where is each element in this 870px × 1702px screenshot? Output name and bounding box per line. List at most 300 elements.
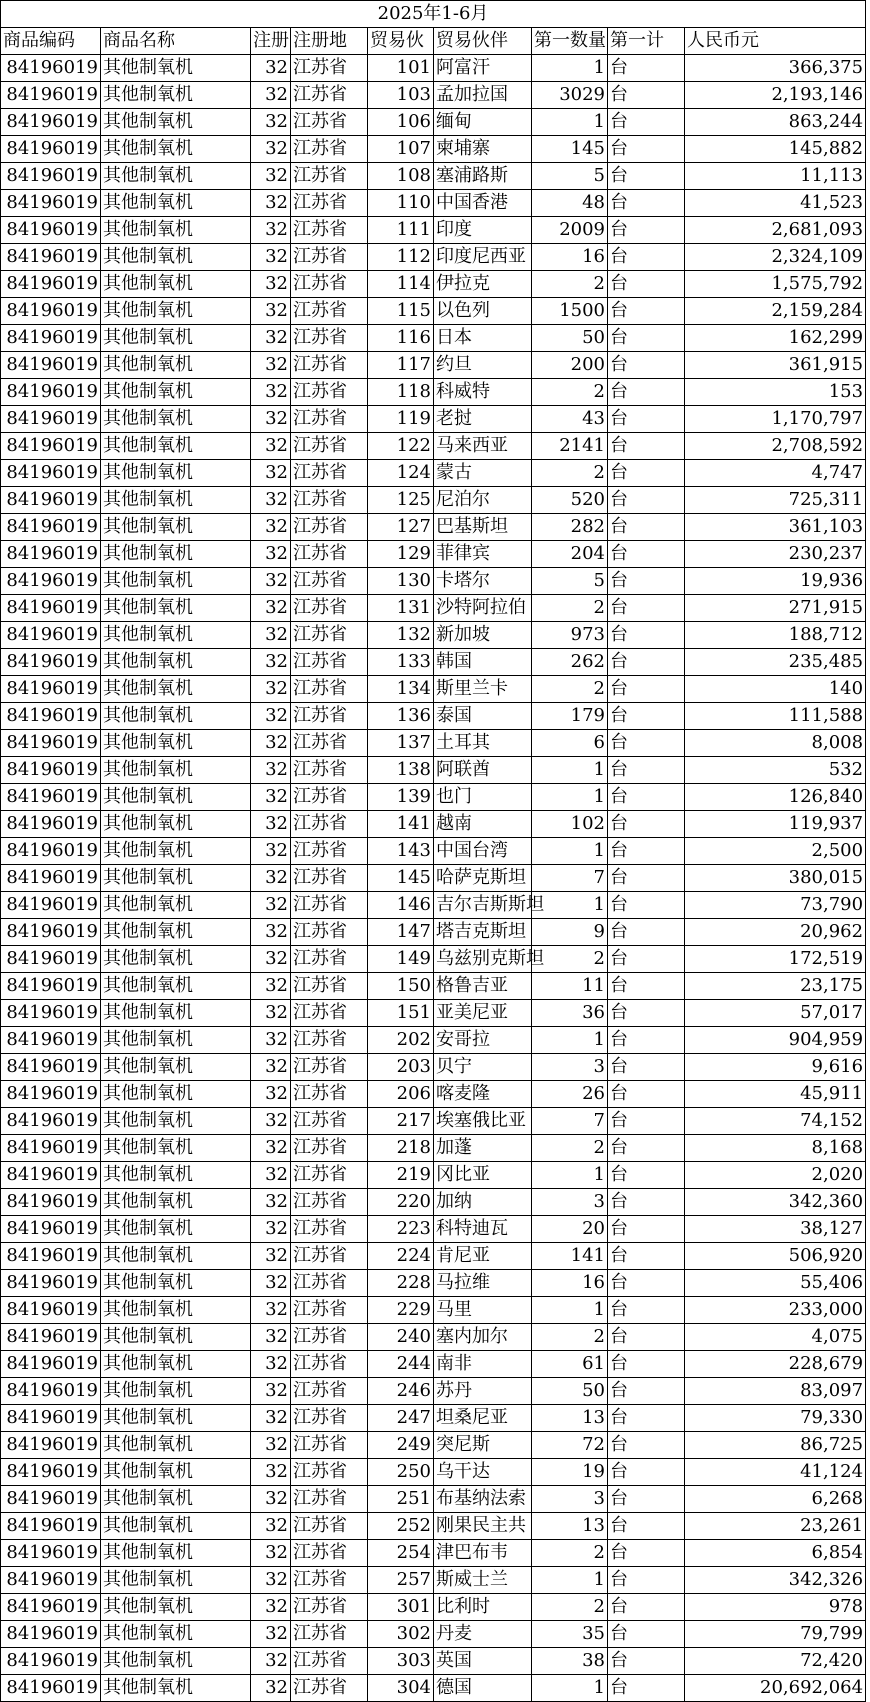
cell-reg-place: 江苏省 — [291, 676, 368, 703]
cell-partner: 科特迪瓦 — [434, 1216, 532, 1243]
cell-name: 其他制氧机 — [101, 649, 251, 676]
cell-code: 84196019 — [1, 217, 101, 244]
cell-unit: 台 — [608, 730, 685, 757]
cell-code: 84196019 — [1, 298, 101, 325]
cell-code: 84196019 — [1, 892, 101, 919]
cell-name: 其他制氧机 — [101, 1135, 251, 1162]
cell-partner-code: 115 — [368, 298, 434, 325]
cell-code: 84196019 — [1, 1405, 101, 1432]
cell-partner: 德国 — [434, 1675, 532, 1702]
cell-name: 其他制氧机 — [101, 433, 251, 460]
cell-reg: 32 — [251, 1189, 291, 1216]
cell-qty: 38 — [532, 1648, 608, 1675]
cell-rmb: 140 — [685, 676, 866, 703]
cell-name: 其他制氧机 — [101, 190, 251, 217]
cell-unit: 台 — [608, 433, 685, 460]
cell-rmb: 20,692,064 — [685, 1675, 866, 1702]
cell-unit: 台 — [608, 838, 685, 865]
cell-partner: 南非 — [434, 1351, 532, 1378]
cell-reg: 32 — [251, 217, 291, 244]
cell-partner-code: 133 — [368, 649, 434, 676]
cell-partner: 新加坡 — [434, 622, 532, 649]
cell-rmb: 9,616 — [685, 1054, 866, 1081]
cell-code: 84196019 — [1, 1432, 101, 1459]
cell-qty: 1 — [532, 109, 608, 136]
cell-unit: 台 — [608, 1567, 685, 1594]
table-row — [1, 460, 866, 487]
cell-reg-place: 江苏省 — [291, 298, 368, 325]
cell-rmb: 4,075 — [685, 1324, 866, 1351]
cell-unit: 台 — [608, 1432, 685, 1459]
cell-name: 其他制氧机 — [101, 1324, 251, 1351]
cell-partner: 苏丹 — [434, 1378, 532, 1405]
cell-code: 84196019 — [1, 136, 101, 163]
cell-name: 其他制氧机 — [101, 946, 251, 973]
cell-unit: 台 — [608, 946, 685, 973]
cell-partner: 贝宁 — [434, 1054, 532, 1081]
cell-partner: 斯威士兰 — [434, 1567, 532, 1594]
cell-partner: 韩国 — [434, 649, 532, 676]
cell-partner: 刚果民主共 — [434, 1513, 532, 1540]
cell-unit: 台 — [608, 82, 685, 109]
cell-reg: 32 — [251, 1243, 291, 1270]
cell-qty: 179 — [532, 703, 608, 730]
cell-name: 其他制氧机 — [101, 82, 251, 109]
cell-unit: 台 — [608, 757, 685, 784]
cell-qty: 61 — [532, 1351, 608, 1378]
cell-code: 84196019 — [1, 649, 101, 676]
cell-reg: 32 — [251, 1432, 291, 1459]
cell-qty: 973 — [532, 622, 608, 649]
cell-unit: 台 — [608, 1108, 685, 1135]
cell-partner: 柬埔寨 — [434, 136, 532, 163]
cell-partner-code: 246 — [368, 1378, 434, 1405]
cell-reg: 32 — [251, 406, 291, 433]
cell-partner: 埃塞俄比亚 — [434, 1108, 532, 1135]
cell-partner-code: 149 — [368, 946, 434, 973]
cell-qty: 2 — [532, 1135, 608, 1162]
cell-qty: 204 — [532, 541, 608, 568]
cell-partner-code: 145 — [368, 865, 434, 892]
cell-reg: 32 — [251, 838, 291, 865]
cell-unit: 台 — [608, 1378, 685, 1405]
table-row — [1, 865, 866, 892]
cell-partner-code: 124 — [368, 460, 434, 487]
cell-partner: 伊拉克 — [434, 271, 532, 298]
cell-partner-code: 150 — [368, 973, 434, 1000]
cell-partner-code: 101 — [368, 55, 434, 82]
cell-rmb: 72,420 — [685, 1648, 866, 1675]
cell-reg-place: 江苏省 — [291, 109, 368, 136]
cell-unit: 台 — [608, 1297, 685, 1324]
column-header-name: 商品名称 — [101, 28, 251, 55]
cell-reg-place: 江苏省 — [291, 136, 368, 163]
cell-rmb: 79,799 — [685, 1621, 866, 1648]
cell-qty: 1 — [532, 838, 608, 865]
table-row — [1, 514, 866, 541]
cell-name: 其他制氧机 — [101, 1567, 251, 1594]
column-header-rmb: 人民币元 — [685, 28, 866, 55]
table-row — [1, 379, 866, 406]
cell-rmb: 532 — [685, 757, 866, 784]
cell-rmb: 153 — [685, 379, 866, 406]
cell-rmb: 79,330 — [685, 1405, 866, 1432]
table-row — [1, 703, 866, 730]
cell-qty: 16 — [532, 1270, 608, 1297]
cell-rmb: 145,882 — [685, 136, 866, 163]
cell-qty: 9 — [532, 919, 608, 946]
cell-qty: 50 — [532, 325, 608, 352]
cell-unit: 台 — [608, 703, 685, 730]
cell-code: 84196019 — [1, 190, 101, 217]
cell-partner: 塔吉克斯坦 — [434, 919, 532, 946]
cell-name: 其他制氧机 — [101, 1513, 251, 1540]
cell-rmb: 725,311 — [685, 487, 866, 514]
cell-reg: 32 — [251, 784, 291, 811]
cell-partner-code: 117 — [368, 352, 434, 379]
table-row — [1, 55, 866, 82]
cell-unit: 台 — [608, 1027, 685, 1054]
cell-qty: 36 — [532, 1000, 608, 1027]
cell-name: 其他制氧机 — [101, 1243, 251, 1270]
cell-qty: 2 — [532, 271, 608, 298]
cell-qty: 1 — [532, 784, 608, 811]
cell-unit: 台 — [608, 190, 685, 217]
cell-name: 其他制氧机 — [101, 811, 251, 838]
cell-reg-place: 江苏省 — [291, 1000, 368, 1027]
table-row — [1, 1216, 866, 1243]
cell-partner: 土耳其 — [434, 730, 532, 757]
cell-unit: 台 — [608, 1000, 685, 1027]
cell-name: 其他制氧机 — [101, 136, 251, 163]
cell-partner: 格鲁吉亚 — [434, 973, 532, 1000]
cell-unit: 台 — [608, 1513, 685, 1540]
cell-partner-code: 112 — [368, 244, 434, 271]
cell-name: 其他制氧机 — [101, 271, 251, 298]
cell-qty: 145 — [532, 136, 608, 163]
cell-partner-code: 301 — [368, 1594, 434, 1621]
cell-unit: 台 — [608, 1054, 685, 1081]
cell-rmb: 978 — [685, 1594, 866, 1621]
cell-unit: 台 — [608, 1486, 685, 1513]
cell-partner: 阿联酋 — [434, 757, 532, 784]
cell-partner-code: 143 — [368, 838, 434, 865]
cell-partner: 斯里兰卡 — [434, 676, 532, 703]
cell-name: 其他制氧机 — [101, 973, 251, 1000]
cell-reg-place: 江苏省 — [291, 271, 368, 298]
cell-reg: 32 — [251, 271, 291, 298]
cell-qty: 50 — [532, 1378, 608, 1405]
cell-unit: 台 — [608, 487, 685, 514]
cell-code: 84196019 — [1, 1351, 101, 1378]
cell-qty: 1 — [532, 1297, 608, 1324]
cell-rmb: 235,485 — [685, 649, 866, 676]
cell-qty: 3 — [532, 1189, 608, 1216]
cell-rmb: 23,175 — [685, 973, 866, 1000]
table-row — [1, 838, 866, 865]
cell-partner-code: 139 — [368, 784, 434, 811]
cell-partner-code: 110 — [368, 190, 434, 217]
cell-name: 其他制氧机 — [101, 163, 251, 190]
cell-code: 84196019 — [1, 1378, 101, 1405]
cell-unit: 台 — [608, 1621, 685, 1648]
cell-code: 84196019 — [1, 460, 101, 487]
cell-reg: 32 — [251, 298, 291, 325]
cell-name: 其他制氧机 — [101, 1054, 251, 1081]
cell-rmb: 342,326 — [685, 1567, 866, 1594]
cell-partner-code: 244 — [368, 1351, 434, 1378]
cell-reg: 32 — [251, 730, 291, 757]
cell-reg-place: 江苏省 — [291, 1189, 368, 1216]
cell-code: 84196019 — [1, 703, 101, 730]
cell-name: 其他制氧机 — [101, 406, 251, 433]
cell-code: 84196019 — [1, 163, 101, 190]
cell-partner: 卡塔尔 — [434, 568, 532, 595]
cell-name: 其他制氧机 — [101, 1621, 251, 1648]
cell-qty: 1 — [532, 1027, 608, 1054]
cell-name: 其他制氧机 — [101, 1594, 251, 1621]
cell-partner: 布基纳法索 — [434, 1486, 532, 1513]
cell-code: 84196019 — [1, 1567, 101, 1594]
cell-reg: 32 — [251, 946, 291, 973]
cell-reg-place: 江苏省 — [291, 55, 368, 82]
cell-unit: 台 — [608, 1081, 685, 1108]
cell-reg-place: 江苏省 — [291, 730, 368, 757]
cell-name: 其他制氧机 — [101, 1108, 251, 1135]
cell-qty: 2 — [532, 1324, 608, 1351]
cell-rmb: 41,124 — [685, 1459, 866, 1486]
cell-unit: 台 — [608, 1216, 685, 1243]
cell-qty: 3 — [532, 1054, 608, 1081]
cell-unit: 台 — [608, 1540, 685, 1567]
cell-reg-place: 江苏省 — [291, 946, 368, 973]
cell-code: 84196019 — [1, 487, 101, 514]
cell-partner-code: 302 — [368, 1621, 434, 1648]
table-row — [1, 271, 866, 298]
cell-reg-place: 江苏省 — [291, 487, 368, 514]
cell-partner-code: 224 — [368, 1243, 434, 1270]
cell-unit: 台 — [608, 568, 685, 595]
cell-unit: 台 — [608, 1243, 685, 1270]
table-row — [1, 1324, 866, 1351]
cell-rmb: 188,712 — [685, 622, 866, 649]
cell-partner: 沙特阿拉伯 — [434, 595, 532, 622]
cell-name: 其他制氧机 — [101, 325, 251, 352]
cell-unit: 台 — [608, 811, 685, 838]
cell-rmb: 361,103 — [685, 514, 866, 541]
cell-reg-place: 江苏省 — [291, 1378, 368, 1405]
cell-unit: 台 — [608, 865, 685, 892]
table-row — [1, 1648, 866, 1675]
cell-code: 84196019 — [1, 406, 101, 433]
cell-partner-code: 116 — [368, 325, 434, 352]
table-row — [1, 136, 866, 163]
cell-code: 84196019 — [1, 838, 101, 865]
cell-unit: 台 — [608, 622, 685, 649]
cell-name: 其他制氧机 — [101, 676, 251, 703]
cell-partner-code: 125 — [368, 487, 434, 514]
cell-unit: 台 — [608, 163, 685, 190]
cell-reg: 32 — [251, 1270, 291, 1297]
table-row — [1, 1108, 866, 1135]
cell-partner: 马来西亚 — [434, 433, 532, 460]
cell-reg: 32 — [251, 433, 291, 460]
cell-name: 其他制氧机 — [101, 298, 251, 325]
cell-qty: 35 — [532, 1621, 608, 1648]
cell-partner-code: 251 — [368, 1486, 434, 1513]
cell-partner: 老挝 — [434, 406, 532, 433]
cell-reg-place: 江苏省 — [291, 1081, 368, 1108]
cell-reg: 32 — [251, 1540, 291, 1567]
period-header: 2025年1-6月 — [1, 1, 866, 28]
cell-reg-place: 江苏省 — [291, 757, 368, 784]
cell-partner-code: 151 — [368, 1000, 434, 1027]
cell-reg-place: 江苏省 — [291, 919, 368, 946]
table-row — [1, 190, 866, 217]
cell-name: 其他制氧机 — [101, 1297, 251, 1324]
cell-qty: 2 — [532, 946, 608, 973]
cell-partner: 亚美尼亚 — [434, 1000, 532, 1027]
cell-rmb: 228,679 — [685, 1351, 866, 1378]
cell-partner-code: 218 — [368, 1135, 434, 1162]
cell-reg: 32 — [251, 1081, 291, 1108]
table-row — [1, 676, 866, 703]
cell-partner-code: 134 — [368, 676, 434, 703]
column-header-code: 商品编码 — [1, 28, 101, 55]
cell-reg: 32 — [251, 1594, 291, 1621]
cell-reg: 32 — [251, 541, 291, 568]
table-row — [1, 919, 866, 946]
cell-qty: 1 — [532, 1567, 608, 1594]
cell-qty: 16 — [532, 244, 608, 271]
cell-code: 84196019 — [1, 676, 101, 703]
cell-reg: 32 — [251, 325, 291, 352]
cell-qty: 2 — [532, 379, 608, 406]
cell-code: 84196019 — [1, 1621, 101, 1648]
cell-reg-place: 江苏省 — [291, 352, 368, 379]
cell-reg-place: 江苏省 — [291, 1405, 368, 1432]
cell-unit: 台 — [608, 379, 685, 406]
cell-unit: 台 — [608, 1594, 685, 1621]
cell-partner: 印度尼西亚 — [434, 244, 532, 271]
cell-reg: 32 — [251, 136, 291, 163]
cell-qty: 43 — [532, 406, 608, 433]
table-row — [1, 1027, 866, 1054]
cell-name: 其他制氧机 — [101, 1432, 251, 1459]
cell-name: 其他制氧机 — [101, 55, 251, 82]
cell-rmb: 361,915 — [685, 352, 866, 379]
cell-reg-place: 江苏省 — [291, 1216, 368, 1243]
cell-reg-place: 江苏省 — [291, 190, 368, 217]
cell-rmb: 6,854 — [685, 1540, 866, 1567]
cell-reg: 32 — [251, 865, 291, 892]
cell-qty: 5 — [532, 568, 608, 595]
cell-reg: 32 — [251, 487, 291, 514]
table-row — [1, 649, 866, 676]
cell-partner: 加蓬 — [434, 1135, 532, 1162]
cell-qty: 5 — [532, 163, 608, 190]
cell-qty: 2 — [532, 1540, 608, 1567]
cell-partner-code: 223 — [368, 1216, 434, 1243]
cell-unit: 台 — [608, 541, 685, 568]
cell-code: 84196019 — [1, 514, 101, 541]
cell-partner: 冈比亚 — [434, 1162, 532, 1189]
cell-unit: 台 — [608, 460, 685, 487]
cell-qty: 2 — [532, 1594, 608, 1621]
table-row — [1, 1000, 866, 1027]
cell-reg: 32 — [251, 1108, 291, 1135]
cell-rmb: 19,936 — [685, 568, 866, 595]
cell-reg-place: 江苏省 — [291, 325, 368, 352]
cell-unit: 台 — [608, 1405, 685, 1432]
table-row — [1, 811, 866, 838]
cell-name: 其他制氧机 — [101, 1675, 251, 1702]
table-row — [1, 595, 866, 622]
cell-reg: 32 — [251, 1405, 291, 1432]
table-row — [1, 109, 866, 136]
cell-code: 84196019 — [1, 1189, 101, 1216]
cell-reg-place: 江苏省 — [291, 460, 368, 487]
cell-code: 84196019 — [1, 82, 101, 109]
cell-qty: 3029 — [532, 82, 608, 109]
cell-qty: 1 — [532, 892, 608, 919]
cell-partner: 也门 — [434, 784, 532, 811]
cell-partner: 乌干达 — [434, 1459, 532, 1486]
cell-partner: 突尼斯 — [434, 1432, 532, 1459]
cell-reg: 32 — [251, 82, 291, 109]
cell-unit: 台 — [608, 271, 685, 298]
cell-unit: 台 — [608, 1270, 685, 1297]
cell-unit: 台 — [608, 973, 685, 1000]
cell-partner: 菲律宾 — [434, 541, 532, 568]
cell-reg-place: 江苏省 — [291, 1459, 368, 1486]
cell-rmb: 2,324,109 — [685, 244, 866, 271]
cell-rmb: 342,360 — [685, 1189, 866, 1216]
cell-reg: 32 — [251, 163, 291, 190]
cell-reg-place: 江苏省 — [291, 1324, 368, 1351]
cell-qty: 262 — [532, 649, 608, 676]
cell-reg: 32 — [251, 1621, 291, 1648]
cell-qty: 1 — [532, 55, 608, 82]
cell-reg-place: 江苏省 — [291, 433, 368, 460]
cell-reg-place: 江苏省 — [291, 1648, 368, 1675]
cell-partner: 巴基斯坦 — [434, 514, 532, 541]
cell-partner-code: 217 — [368, 1108, 434, 1135]
cell-code: 84196019 — [1, 973, 101, 1000]
cell-reg-place: 江苏省 — [291, 1054, 368, 1081]
cell-qty: 11 — [532, 973, 608, 1000]
cell-partner: 塞浦路斯 — [434, 163, 532, 190]
cell-partner-code: 304 — [368, 1675, 434, 1702]
cell-partner: 英国 — [434, 1648, 532, 1675]
cell-code: 84196019 — [1, 433, 101, 460]
column-header-reg: 注册 — [251, 28, 291, 55]
cell-partner: 缅甸 — [434, 109, 532, 136]
cell-qty: 2 — [532, 595, 608, 622]
cell-partner-code: 202 — [368, 1027, 434, 1054]
cell-name: 其他制氧机 — [101, 460, 251, 487]
cell-rmb: 162,299 — [685, 325, 866, 352]
cell-unit: 台 — [608, 1324, 685, 1351]
cell-unit: 台 — [608, 325, 685, 352]
cell-reg: 32 — [251, 1648, 291, 1675]
cell-code: 84196019 — [1, 244, 101, 271]
cell-partner-code: 229 — [368, 1297, 434, 1324]
cell-code: 84196019 — [1, 811, 101, 838]
period-row — [1, 1, 866, 28]
cell-reg-place: 江苏省 — [291, 1270, 368, 1297]
cell-unit: 台 — [608, 136, 685, 163]
